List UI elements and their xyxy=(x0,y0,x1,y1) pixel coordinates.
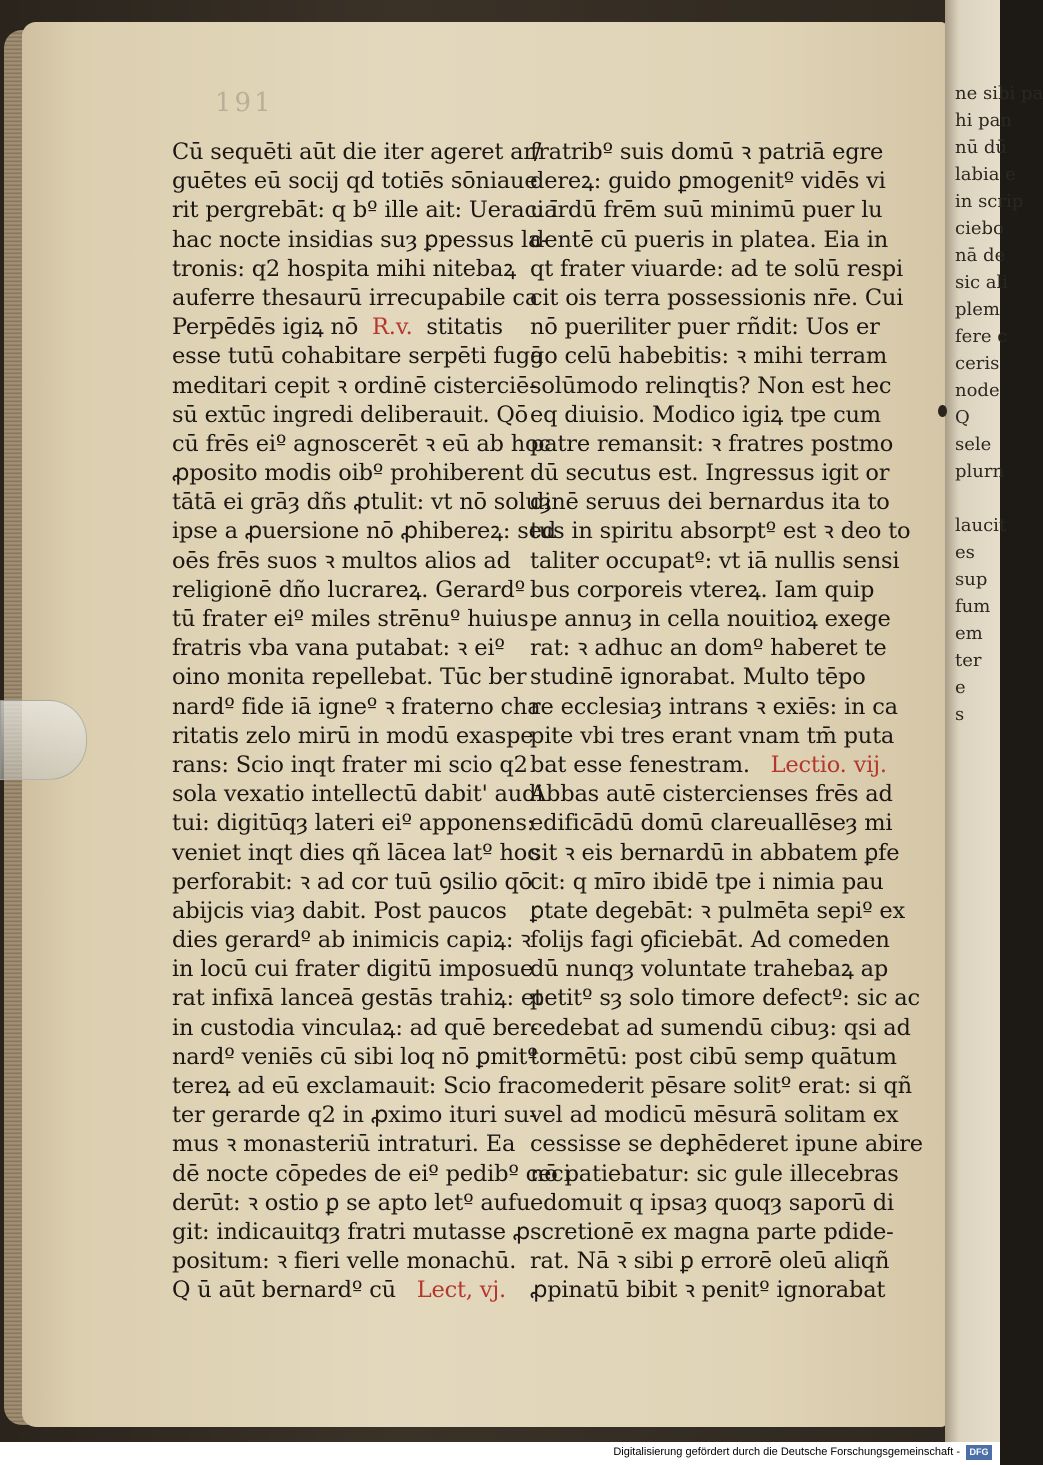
left-column-line: sū extūc ingredi deliberauit. Qō xyxy=(172,401,529,428)
right-column-line: edificādū domū clareuallēseȝ mi xyxy=(530,810,893,837)
right-column-line: go celū habebitis: ꝛ mihi terram xyxy=(530,343,888,370)
right-column-line: rat. Nā ꝛ sibi ꝑ errorē oleū aliqñ xyxy=(530,1248,890,1275)
left-column-line: dē nocte cōpedes de eiº pedibº ceci xyxy=(172,1160,571,1187)
left-column-line: tronis: q2 hospita mihi nitebaꝝ xyxy=(172,255,517,282)
right-column-line: rat: ꝛ adhuc an domº haberet te xyxy=(530,635,887,662)
left-column-line: tui: digitūqȝ lateri eiº apponens: xyxy=(172,810,535,837)
left-column-line: tātā ei grāȝ dñs ꝓtulit: vt nō soluȝ xyxy=(172,489,552,516)
left-column-line: oēs frēs suos ꝛ multos alios ad xyxy=(172,547,511,574)
right-column-line: dinē seruus dei bernardus ita to xyxy=(530,489,890,516)
right-column-line: petitº sȝ solo timore defectº: sic ac xyxy=(530,985,920,1012)
right-column-line: folijs fagi ꝯficiebāt. Ad comeden xyxy=(530,927,890,954)
right-column-line: dū nunqȝ voluntate trahebaꝝ ap xyxy=(530,956,889,983)
left-column-line: Cū sequēti aūt die iter ageret ar/ xyxy=(172,139,542,165)
right-column-line: qt frater viuarde: ad te solū respi xyxy=(530,255,904,282)
right-column-line: pite vbi tres erant vnam tm̄ puta xyxy=(530,722,895,749)
footer-bar xyxy=(0,1442,1000,1465)
right-column-line: nō pueriliter puer rñdit: Uos er xyxy=(530,314,880,341)
right-column-line: cit: q mīro ibidē tpe i nimia pau xyxy=(530,868,884,895)
right-column-line: uardū frēm suū minimū puer lu xyxy=(530,197,883,224)
right-column-line: dereꝝ: guido ꝑmogenitº vidēs vi xyxy=(530,168,886,195)
left-column-line: auferre thesaurū irrecupabile ca xyxy=(172,284,539,311)
left-column-line: ꝓposito modis oibº prohiberent xyxy=(172,460,524,487)
facing-page xyxy=(945,0,1043,1442)
left-column-line: religionē dño lucrareꝝ. Gerardº xyxy=(172,576,525,603)
left-column-line: hac nocte insidias suȝ ꝑpessus la- xyxy=(172,226,549,253)
left-column-line: dies gerardº ab inimicis capiꝝ: ꝛ xyxy=(172,927,531,954)
left-column-line: positum: ꝛ fieri velle monachū. xyxy=(172,1248,517,1275)
right-column-line: edomuit q ipsaȝ quoqȝ saporū di xyxy=(530,1189,894,1216)
left-column-line: esse tutū cohabitare serpēti fugā xyxy=(172,343,544,370)
right-column-line: comederit pēsare solitº erat: si qñ xyxy=(530,1073,912,1099)
right-column-line: ꝓpinatū bibit ꝛ penitº ignorabat xyxy=(530,1277,886,1304)
left-column-line: rit pergrebāt: q bº ille ait: Ueraci ī xyxy=(172,197,558,224)
right-column-line: vel ad modicū mēsurā solitam ex xyxy=(530,1102,899,1129)
right-column-line: pe annuȝ in cella nouitioꝝ exege xyxy=(530,606,891,632)
left-column-line: fratris vba vana putabat: ꝛ eiº xyxy=(172,635,505,662)
right-column-line: re ecclesiaȝ intrans ꝛ exiēs: in ca xyxy=(530,693,898,720)
right-column-line: cedebat ad sumendū cibuȝ: qsi ad xyxy=(530,1014,911,1041)
right-column-line: ꝑtate degebāt: ꝛ pulmēta sepiº ex xyxy=(530,897,906,924)
left-column-line: perforabit: ꝛ ad cor tuū ꝯsilio qō xyxy=(172,868,533,895)
left-column-line: veniet inqt dies qñ lācea latº hoc xyxy=(172,839,540,866)
dfg-logo-icon: DFG xyxy=(966,1445,992,1460)
right-column-line: cit ois terra possessionis nr̄e. Cui xyxy=(530,284,904,311)
left-column-line: Perpēdēs igiꝝ nō R.v. stitatis xyxy=(172,314,503,341)
left-column-line: rans: Scio inqt frater mi scio q2 xyxy=(172,751,528,778)
right-column-line: cessisse se deꝑhēderet ipune abire xyxy=(530,1131,923,1158)
right-column-line: patre remansit: ꝛ fratres postmo xyxy=(530,430,894,457)
right-column-line: scretionē ex magna parte pdide- xyxy=(530,1218,894,1245)
right-column-line: tus in spiritu absorptº est ꝛ deo to xyxy=(530,518,911,545)
right-column-line: nō patiebatur: sic gule illecebras xyxy=(530,1160,899,1187)
left-column-line: ipse a ꝓuersione nō ꝓhibereꝝ: sed xyxy=(172,518,556,545)
left-column-line: in locū cui frater digitū imposue xyxy=(172,956,534,983)
left-column-line: git: indicauitqȝ fratri mutasse ꝓ xyxy=(172,1218,531,1245)
right-column-line: sit ꝛ eis bernardū in abbatem ꝑfe xyxy=(530,839,900,866)
left-column-line: rat infixā lanceā gestās trahiꝝ: et xyxy=(172,985,543,1012)
text-column-right xyxy=(530,138,923,1306)
page-clip xyxy=(0,700,87,780)
left-column-line: sola vexatio intellectū dabit' audi xyxy=(172,781,544,808)
left-column-line: mus ꝛ monasteriū intraturi. Ea xyxy=(172,1131,516,1158)
left-column-line: in custodia vinculaꝝ: ad quē ber- xyxy=(172,1014,538,1041)
left-column-line: guētes eū socij qd totiēs sōniaue xyxy=(172,168,538,195)
right-column-line: solūmodo relinqtis? Non est hec xyxy=(530,372,892,399)
text-column-left xyxy=(172,138,571,1306)
right-column-line: studinē ignorabat. Multo tēpo xyxy=(530,664,866,691)
right-column-line: fratribº suis domū ꝛ patriā egre xyxy=(530,139,884,165)
right-column-line: bat esse fenestram. Lectio. vij. xyxy=(530,751,887,778)
left-column-line: Q ū aūt bernardº cū Lect, vj. xyxy=(172,1277,507,1304)
right-column-line: dū secutus est. Ingressus igit or xyxy=(530,460,890,487)
left-column-line: nardº veniēs cū sibi loq nō ꝑmitº xyxy=(172,1043,538,1070)
right-column-line: dentē cū pueris in platea. Eia in xyxy=(530,226,889,253)
right-column-line: taliter occupatº: vt iā nullis sensi xyxy=(530,547,900,574)
right-column-line: tormētū: post cibū semp quātum xyxy=(530,1043,897,1070)
right-column-line: bus corporeis vtereꝝ. Iam quip xyxy=(530,576,875,603)
left-column-line: tū frater eiº miles strēnuº huius xyxy=(172,606,529,632)
left-column-line: abijcis viaȝ dabit. Post paucos xyxy=(172,897,507,924)
left-column-line: meditari cepit ꝛ ordinē cisterciē- xyxy=(172,372,537,399)
right-column-line: eq diuisio. Modico igiꝝ tpe cum xyxy=(530,401,881,428)
facing-page-text: ne sibi pa hi pan nū dū labia e in scrip ciebo nā de sic ali plem fere c ceris node Q sele plurn laucit es sup fum em ter e s xyxy=(955,83,1043,725)
left-column-line: tereꝝ ad eū exclamauit: Scio fra xyxy=(172,1073,530,1099)
left-column-line: nardº fide iā igneº ꝛ fraterno cha xyxy=(172,693,541,720)
left-column-line: ritatis zelo mirū in modū exaspe xyxy=(172,722,534,749)
left-column-line: oino monita repellebat. Tūc ber xyxy=(172,664,527,691)
left-column-line: derūt: ꝛ ostio ꝑ se apto letº aufu xyxy=(172,1189,531,1216)
left-column-line: ter gerarde q2 in ꝓximo ituri su- xyxy=(172,1102,537,1129)
left-column-line: cū frēs eiº agnoscerēt ꝛ eū ab hoc xyxy=(172,430,551,457)
right-column-line: Abbas autē cistercienses frēs ad xyxy=(530,781,893,808)
folio-number: 191 xyxy=(215,88,274,118)
funding-credit: Digitalisierung gefördert durch die Deutsche Forschungsgemeinschaft - xyxy=(613,1446,960,1458)
ink-mark xyxy=(938,405,947,417)
